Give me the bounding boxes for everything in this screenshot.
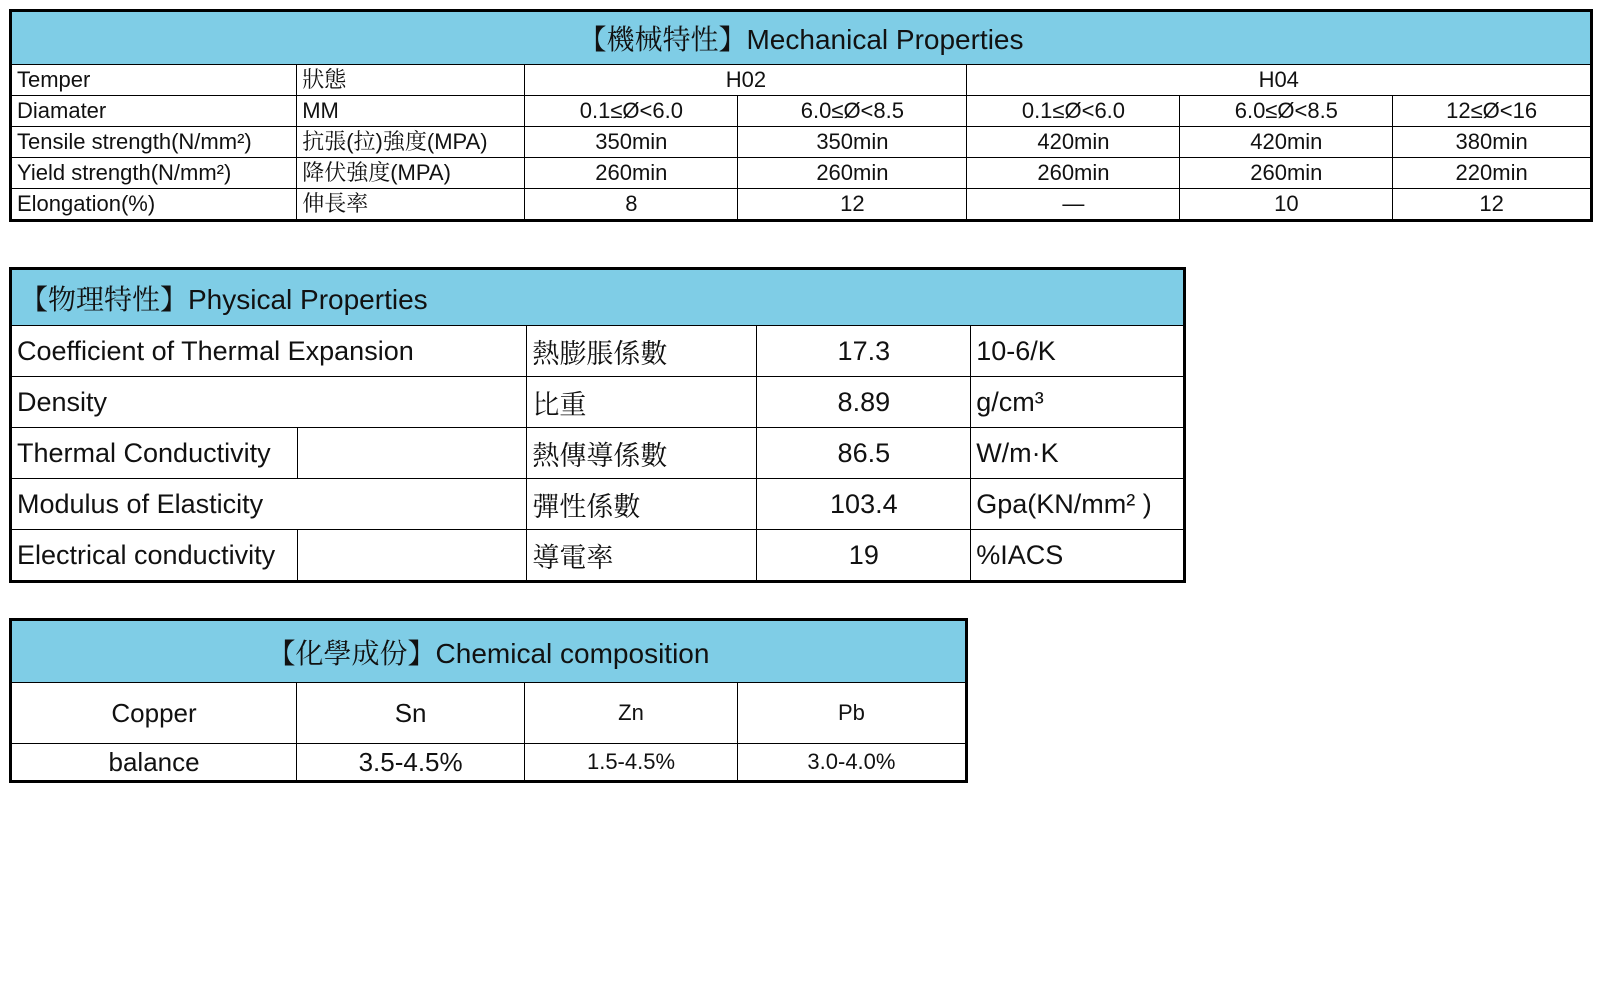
yield-cell: 260min	[525, 158, 738, 189]
tensile-label-zh: 抗張(拉)強度(MPA)	[297, 127, 525, 158]
element-header: Sn	[297, 683, 525, 744]
modulus-unit: Gpa(KN/mm² )	[971, 479, 1185, 530]
diameter-unit: MM	[297, 96, 525, 127]
density-value: 8.89	[757, 377, 971, 428]
diameter-cell: 12≤Ø<16	[1393, 96, 1592, 127]
temper-h02: H02	[525, 65, 967, 96]
yield-cell: 260min	[1180, 158, 1393, 189]
physical-title: 【物理特性】Physical Properties	[11, 269, 1185, 326]
mechanical-title: 【機械特性】Mechanical Properties	[11, 11, 1592, 65]
thermal-expansion-value: 17.3	[757, 326, 971, 377]
elongation-label-zh: 伸長率	[297, 189, 525, 221]
tensile-cell: 420min	[1180, 127, 1393, 158]
yield-cell: 260min	[738, 158, 967, 189]
diameter-label: Diamater	[11, 96, 297, 127]
density-zh: 比重	[527, 377, 757, 428]
element-value: 3.0-4.0%	[737, 744, 966, 782]
element-header: Zn	[525, 683, 738, 744]
electrical-conductivity-zh: 導電率	[527, 530, 757, 582]
temper-label-zh: 狀態	[297, 65, 525, 96]
diameter-cell: 0.1≤Ø<6.0	[967, 96, 1180, 127]
density-unit: g/cm³	[971, 377, 1185, 428]
modulus-value: 103.4	[757, 479, 971, 530]
yield-label-zh: 降伏強度(MPA)	[297, 158, 525, 189]
element-header: Copper	[11, 683, 297, 744]
elongation-cell: 10	[1180, 189, 1393, 221]
modulus-label: Modulus of Elasticity	[11, 479, 527, 530]
thermal-conductivity-unit: W/m·K	[971, 428, 1185, 479]
electrical-conductivity-label: Electrical conductivity	[11, 530, 298, 582]
element-value: 3.5-4.5%	[297, 744, 525, 782]
temper-label: Temper	[11, 65, 297, 96]
tensile-label: Tensile strength(N/mm²)	[11, 127, 297, 158]
element-value: 1.5-4.5%	[525, 744, 738, 782]
thermal-conductivity-label: Thermal Conductivity	[11, 428, 298, 479]
element-header: Pb	[737, 683, 966, 744]
tensile-cell: 380min	[1393, 127, 1592, 158]
tensile-cell: 420min	[967, 127, 1180, 158]
thermal-conductivity-zh: 熱傳導係數	[527, 428, 757, 479]
temper-h04: H04	[967, 65, 1592, 96]
diameter-cell: 6.0≤Ø<8.5	[738, 96, 967, 127]
elongation-cell: 12	[1393, 189, 1592, 221]
thermal-expansion-label: Coefficient of Thermal Expansion	[11, 326, 527, 377]
elongation-cell: 8	[525, 189, 738, 221]
diameter-cell: 6.0≤Ø<8.5	[1180, 96, 1393, 127]
chemical-title: 【化學成份】Chemical composition	[11, 620, 967, 683]
diameter-cell: 0.1≤Ø<6.0	[525, 96, 738, 127]
yield-label: Yield strength(N/mm²)	[11, 158, 297, 189]
modulus-zh: 彈性係數	[527, 479, 757, 530]
elongation-cell: —	[967, 189, 1180, 221]
elongation-cell: 12	[738, 189, 967, 221]
mechanical-properties-table	[9, 9, 1593, 222]
thermal-conductivity-value: 86.5	[757, 428, 971, 479]
physical-properties-table	[9, 267, 1186, 583]
yield-cell: 260min	[967, 158, 1180, 189]
electrical-conductivity-unit: %IACS	[971, 530, 1185, 582]
element-value: balance	[11, 744, 297, 782]
tensile-cell: 350min	[525, 127, 738, 158]
electrical-conductivity-value: 19	[757, 530, 971, 582]
empty-cell	[298, 428, 527, 479]
chemical-composition-table	[9, 618, 968, 783]
thermal-expansion-unit: 10-6/K	[971, 326, 1185, 377]
thermal-expansion-zh: 熱膨脹係數	[527, 326, 757, 377]
density-label: Density	[11, 377, 527, 428]
tensile-cell: 350min	[738, 127, 967, 158]
yield-cell: 220min	[1393, 158, 1592, 189]
elongation-label: Elongation(%)	[11, 189, 297, 221]
empty-cell	[298, 530, 527, 582]
